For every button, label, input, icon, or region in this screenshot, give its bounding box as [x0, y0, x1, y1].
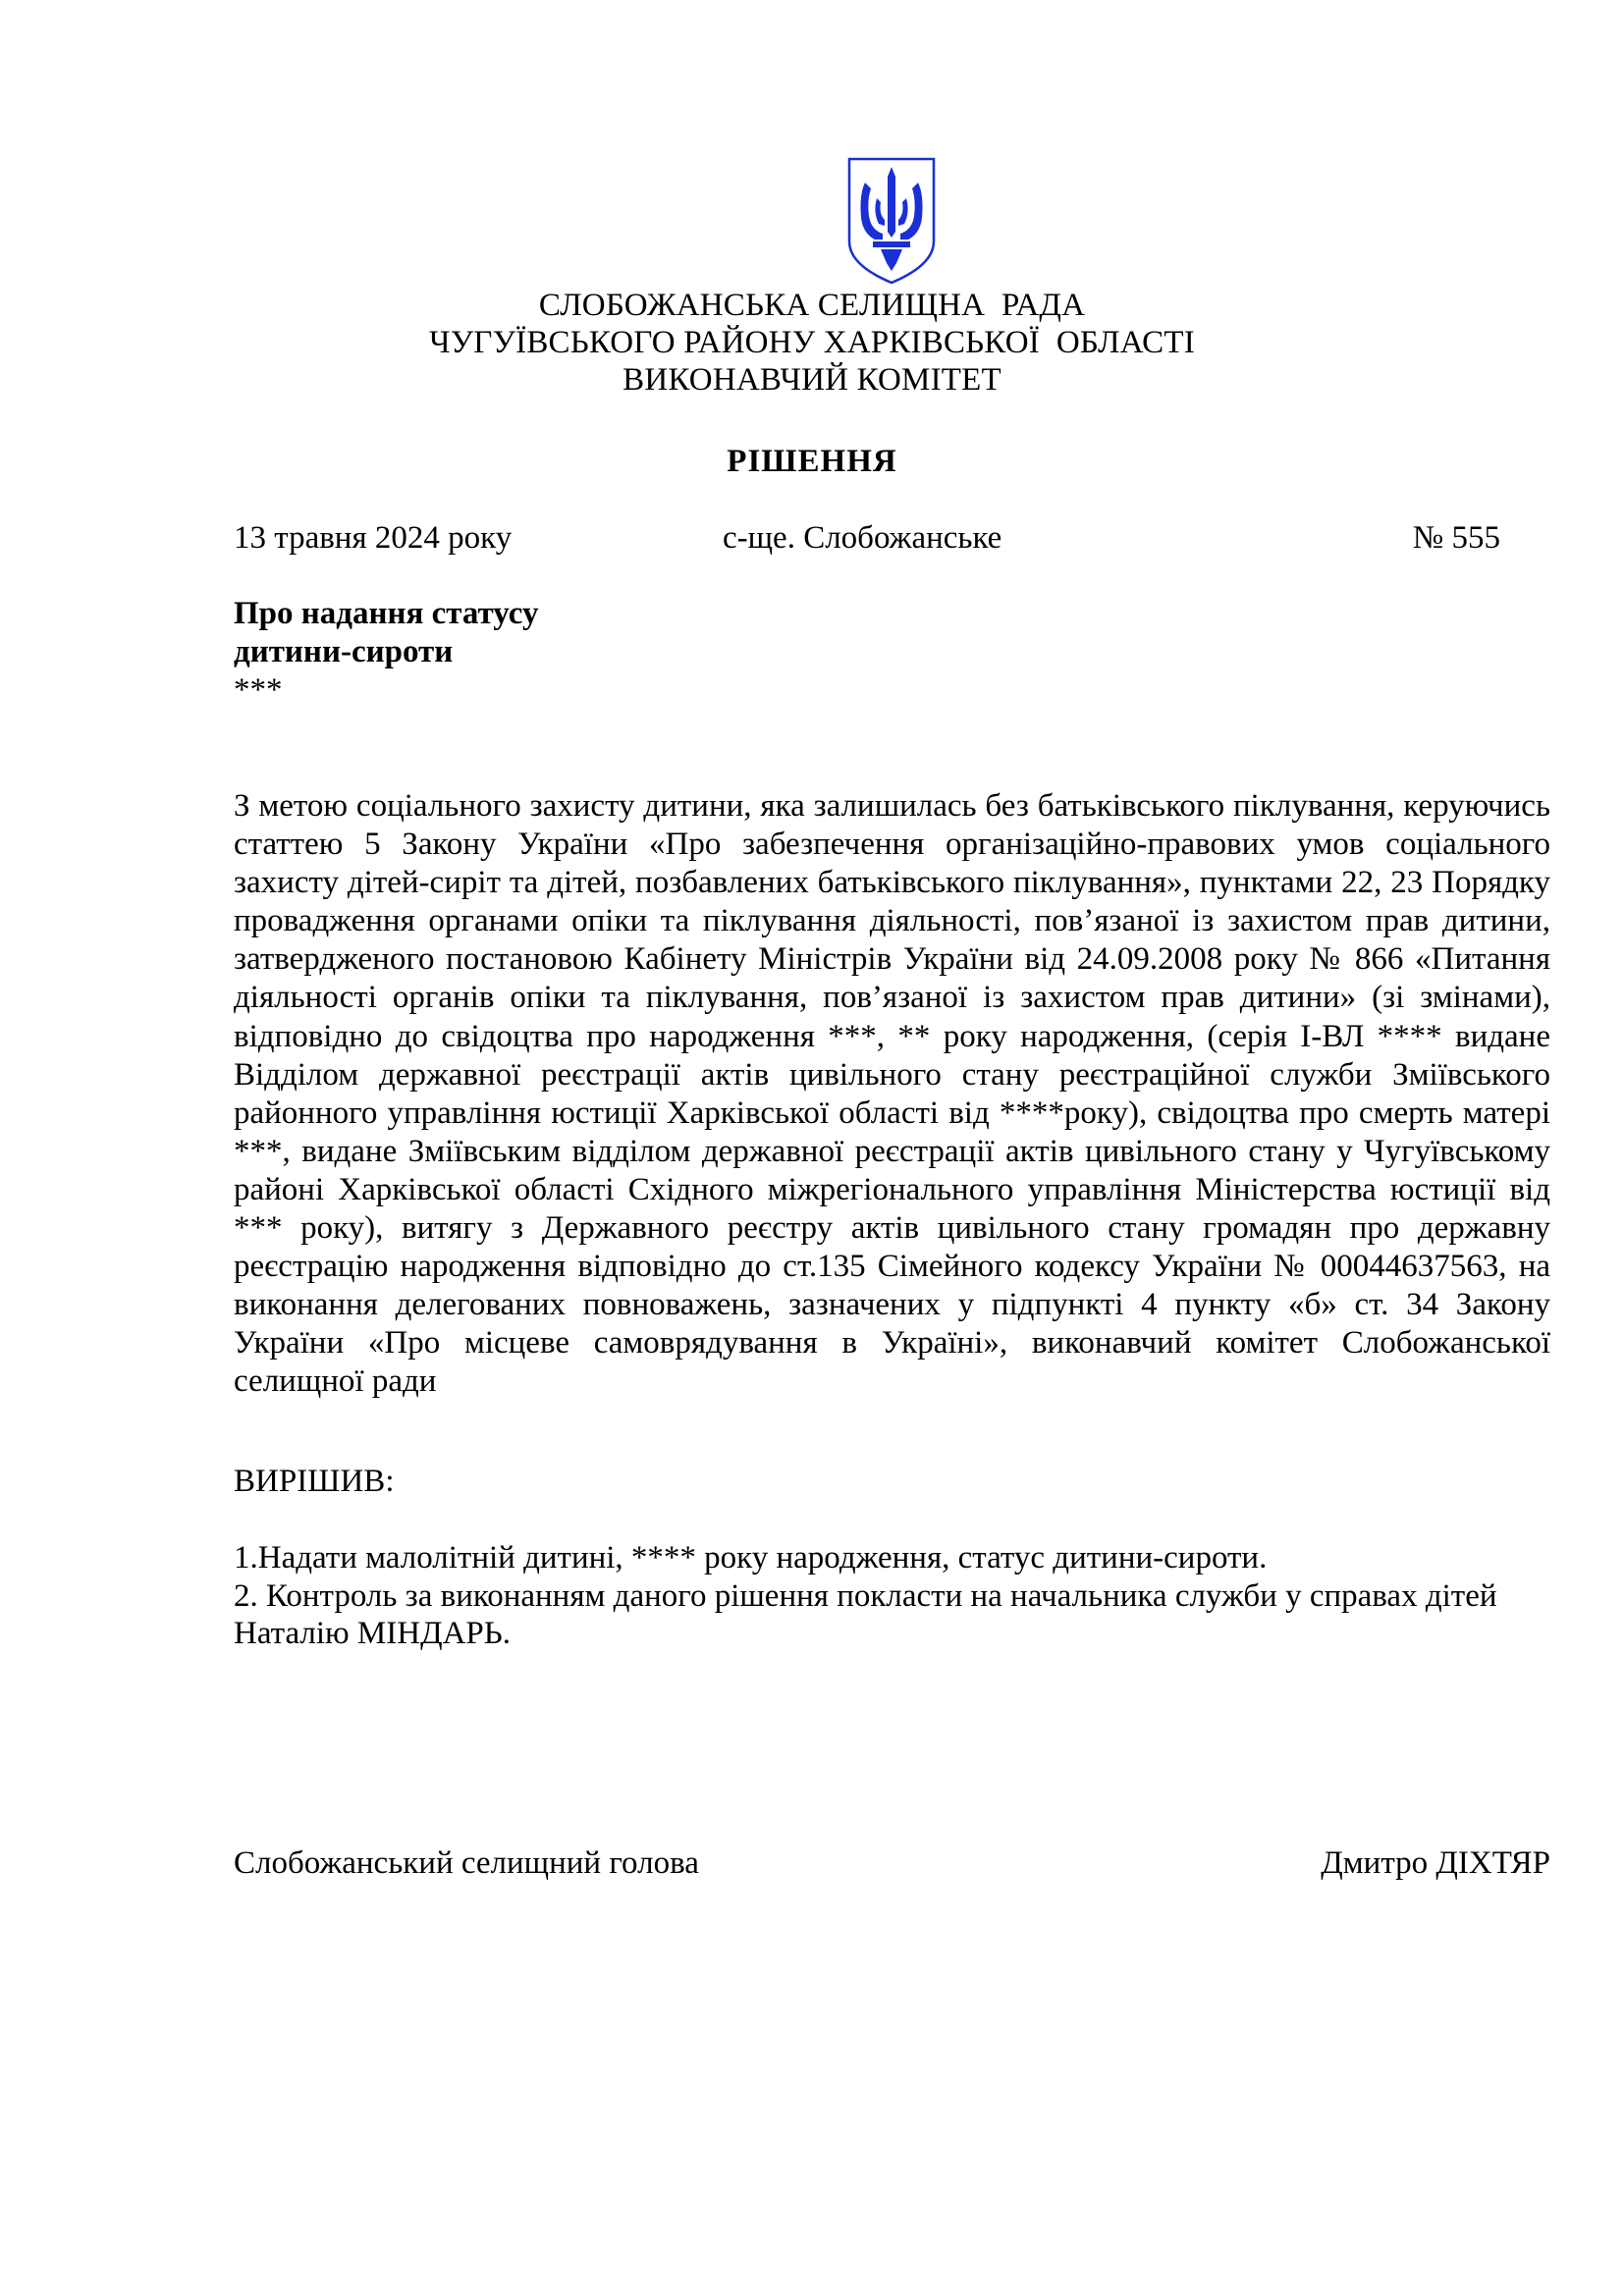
organization-header: [0, 287, 1624, 399]
decision-title: РІШЕННЯ: [727, 444, 897, 479]
header-district-name: ЧУГУЇВСЬКОГО РАЙОНУ ХАРКІВСЬКОЇ ОБЛАСТІ: [429, 325, 1195, 360]
decision-place: с-ще. Слобожанське: [723, 520, 1002, 556]
header-council-name: СЛОБОЖАНСЬКА СЕЛИЩНА РАДА: [538, 288, 1086, 323]
signature-block: [234, 1844, 1550, 1884]
decision-meta-row: [234, 519, 1500, 559]
subject-line-1: Про надання статусу: [234, 596, 539, 631]
resolved-heading: ВИРІШИВ:: [234, 1464, 395, 1499]
resolution-items: [234, 1539, 1550, 1653]
decision-date: 13 травня 2024 року: [234, 520, 513, 556]
signatory-name: Дмитро ДІХТЯР: [1321, 1845, 1550, 1881]
resolution-item-1: 1.Надати малолітній дитині, **** року народження, статус дитини-сироти.: [234, 1540, 1268, 1575]
subject-line-3: ***: [234, 672, 283, 708]
tryzub-coat-of-arms-icon: [845, 155, 938, 287]
resolution-item-2: 2. Контроль за виконанням даного рішення покласти на начальника служби у справах дітей Наталію МІНДАРЬ.: [234, 1577, 1497, 1651]
decision-subject: [234, 595, 539, 710]
preamble-paragraph: З метою соціального захисту дитини, яка залишилась без батьківського піклування, керуючись статтею 5 Закону України «Про забезпечення організаційно-правових умов соціального захисту дітей-сиріт та дітей, позбавлених батьківського піклування», пунктами 22, 23 Порядку провадження органами опіки та піклування діяльності, пов’язаної із захистом прав дитини, затвердженого постановою Кабінету Міністрів України від 24.09.2008 року № 866 «Питання діяльності органів опіки та піклування, пов’язаної із захистом прав дитини» (зі змінами), відповідно до свідоцтва про народження ***, ** року народження, (серія І-ВЛ **** видане Відділом державної реєстрації актів цивільного стану реєстраційної служби Зміївського районного управління юстиції Харківської області від ****року), свідоцтва про смерть матері ***, видане Зміївським відділом державної реєстрації актів цивільного стану у Чугуївському районі Харківської області Східного міжрегіонального управління Міністерства юстиції від *** року), витягу з Державного реєстру актів цивільного стану громадян про державну реєстрацію народження відповідно до ст.135 Сімейного кодексу України № 00044637563, на виконання делегованих повноважень, зазначених у підпункті 4 пункту «б» ст. 34 Закону України «Про місцеве самоврядування в Україні», виконавчий комітет Слобожанської селищної ради: [234, 788, 1550, 1400]
subject-line-2: дитини-сироти: [234, 634, 454, 669]
decision-number: № 555: [1412, 520, 1500, 556]
signatory-position: Слобожанський селищний голова: [234, 1845, 699, 1881]
header-committee-name: ВИКОНАВЧИЙ КОМІТЕТ: [623, 362, 1001, 398]
